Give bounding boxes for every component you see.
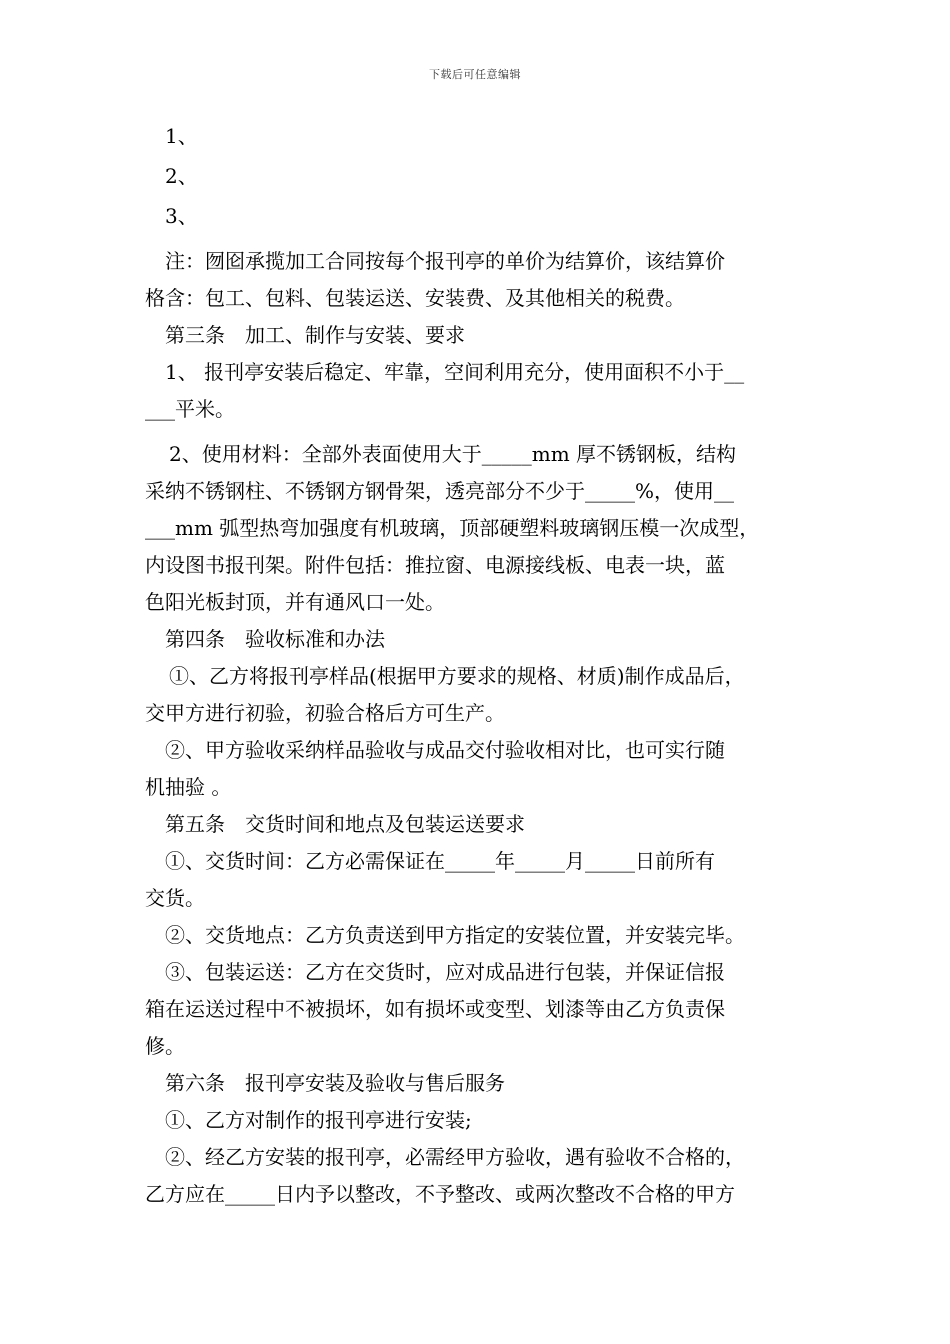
article-5-item-3-line-3: 修。 — [145, 1034, 185, 1058]
article-3-item-2-line-3: ___mm 弧型热弯加强度有机玻璃，顶部硬塑料玻璃钢压模一次成型， — [145, 516, 760, 540]
article-3-item-2-line-5: 色阳光板封顶，并有通风口一处。 — [145, 590, 445, 614]
article-3-item-2-line-4: 内设图书报刊架。附件包括：推拉窗、电源接线板、电表一块，蓝 — [145, 553, 725, 577]
article-4-title: 第四条 验收标准和办法 — [165, 627, 385, 651]
article-5-item-2: ②、交货地点：乙方负责送到甲方指定的安装位置，并安装完毕。 — [165, 923, 745, 947]
list-item-1: 1、 — [165, 124, 198, 148]
article-6-item-2-line-2: 乙方应在_____日内予以整改，不予整改、或两次整改不合格的甲方 — [145, 1182, 735, 1206]
article-4-item-1-line-2: 交甲方进行初验，初验合格后方可生产。 — [145, 701, 505, 725]
page-header: 下载后可任意编辑 — [429, 68, 521, 81]
note-line-2: 格含：包工、包料、包装运送、安装费、及其他相关的税费。 — [145, 286, 685, 310]
article-3-item-2-line-2: 采纳不锈钢柱、不锈钢方钢骨架，透亮部分不少于_____%，使用__ — [145, 479, 735, 503]
article-3-item-2-line-1: 2、使用材料：全部外表面使用大于_____mm 厚不锈钢板，结构 — [169, 442, 737, 466]
article-6-item-1: ①、乙方对制作的报刊亭进行安装; — [165, 1108, 472, 1132]
article-4-item-2-line-1: ②、甲方验收采纳样品验收与成品交付验收相对比，也可实行随 — [165, 738, 725, 762]
article-5-item-3-line-2: 箱在运送过程中不被损坏，如有损坏或变型、划漆等由乙方负责保 — [145, 997, 725, 1021]
list-item-3: 3、 — [165, 204, 198, 228]
document-body — [145, 118, 820, 1213]
article-3-item-1-line-2: ___平米。 — [145, 397, 235, 421]
note-line-1: 注：囫囵承揽加工合同按每个报刊亭的单价为结算价，该结算价 — [165, 249, 725, 273]
article-3-title: 第三条 加工、制作与安装、要求 — [165, 323, 465, 347]
article-5-item-1-line-1: ①、交货时间：乙方必需保证在_____年_____月_____日前所有 — [165, 849, 715, 873]
article-6-item-2-line-1: ②、经乙方安装的报刊亭，必需经甲方验收，遇有验收不合格的， — [165, 1145, 745, 1169]
article-3-item-1-line-1: 1、 报刊亭安装后稳定、牢靠，空间利用充分，使用面积不小于__ — [165, 360, 745, 384]
article-4-item-2-line-2: 机抽验 。 — [145, 775, 232, 799]
article-6-title: 第六条 报刊亭安装及验收与售后服务 — [165, 1071, 505, 1095]
article-5-item-1-line-2: 交货。 — [145, 886, 205, 910]
article-5-item-3-line-1: ③、包装运送：乙方在交货时，应对成品进行包装，并保证信报 — [165, 960, 725, 984]
article-4-item-1-line-1: ①、乙方将报刊亭样品(根据甲方要求的规格、材质)制作成品后， — [169, 664, 745, 688]
list-item-2: 2、 — [165, 164, 198, 188]
article-5-title: 第五条 交货时间和地点及包装运送要求 — [165, 812, 525, 836]
